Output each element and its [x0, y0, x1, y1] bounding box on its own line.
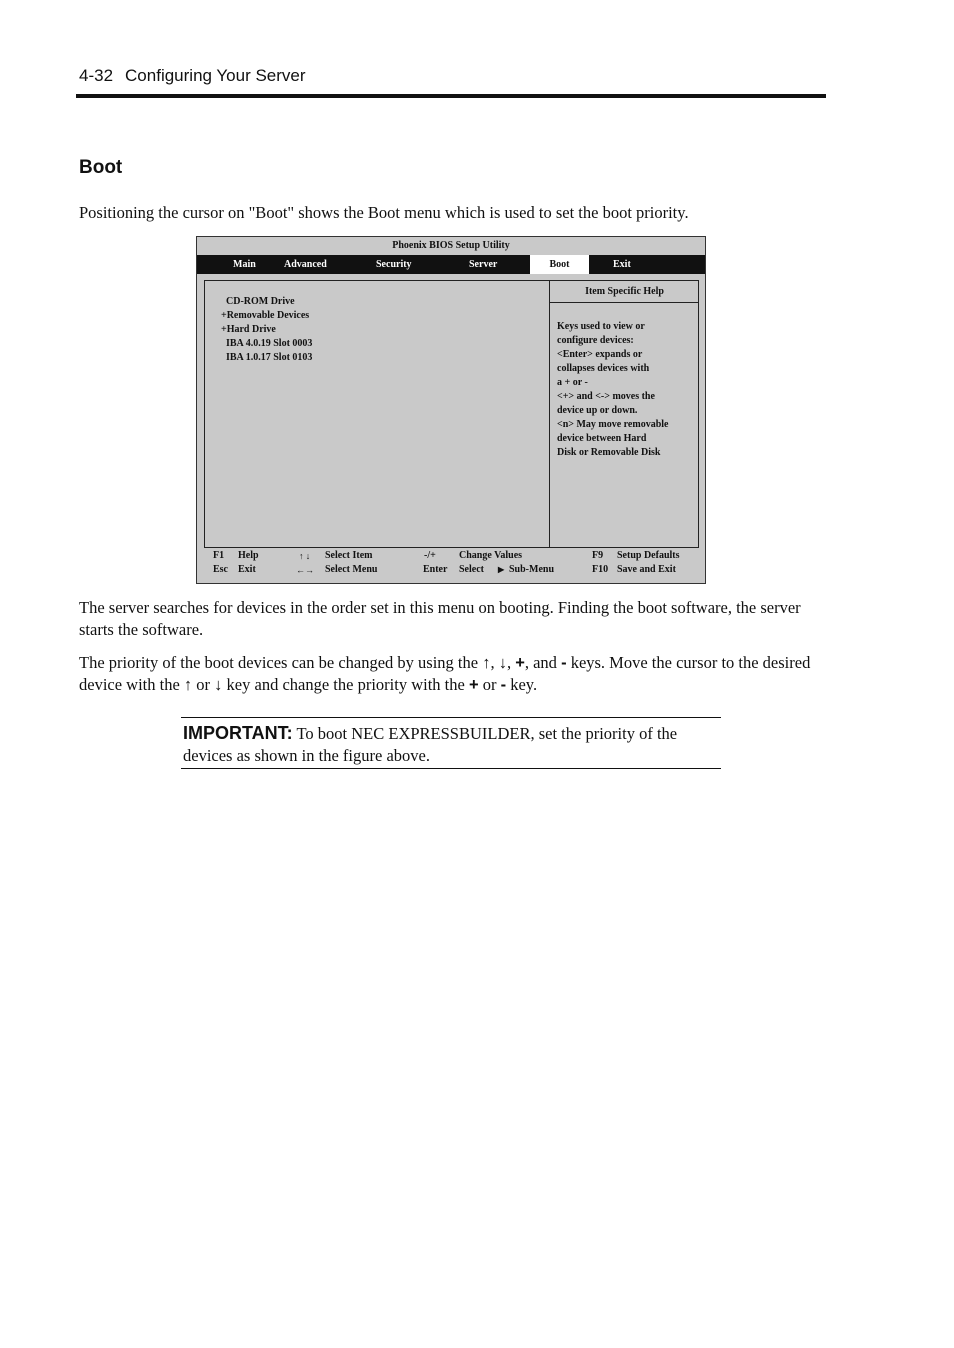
bios-menu-exit[interactable]: Exit [613, 259, 631, 270]
text-span: , [506, 653, 516, 672]
boot-device-item[interactable]: IBA 1.0.17 Slot 0103 [226, 352, 313, 363]
help-line: a + or - [557, 377, 588, 388]
bios-menu-main[interactable]: Main [233, 259, 256, 270]
help-line: configure devices: [557, 335, 634, 346]
bios-menu-security[interactable]: Security [376, 259, 412, 270]
key-f9: F9 [592, 550, 604, 561]
chapter-title: Configuring Your Server [125, 66, 306, 85]
up-arrow-icon: ↑ [482, 654, 491, 672]
key-enter: Enter [423, 564, 448, 575]
text-span: key. [506, 675, 538, 694]
bios-menubar [197, 255, 705, 274]
plus-key: + [468, 676, 479, 694]
boot-device-item[interactable]: CD-ROM Drive [226, 296, 295, 307]
text-span: , [490, 653, 499, 672]
key-f1-label: Help [238, 550, 259, 561]
bios-menu-server[interactable]: Server [469, 259, 498, 270]
text-span: or [192, 675, 215, 694]
help-line: Disk or Removable Disk [557, 447, 661, 458]
text-span: , and [524, 653, 562, 672]
boot-device-item[interactable]: +Removable Devices [221, 310, 310, 321]
help-line: Keys used to view or [557, 321, 645, 332]
help-line: device between Hard [557, 433, 647, 444]
leftright-arrows-icon: ←→ [296, 565, 314, 575]
key-minusplus: -/+ [424, 550, 436, 561]
key-leftright-label: Select Menu [325, 564, 378, 575]
bios-main-panel [204, 280, 699, 548]
key-esc: Esc [213, 564, 228, 575]
key-f9-label: Setup Defaults [617, 550, 680, 561]
header-rule [76, 94, 826, 98]
text-span: keys. Move the cursor to the desired device with the [79, 653, 811, 694]
key-f1: F1 [213, 550, 225, 561]
text-span: or [478, 675, 501, 694]
page-number: 4-32 [79, 66, 114, 85]
boot-device-item[interactable]: +Hard Drive [221, 324, 276, 335]
minus-key: - [500, 676, 507, 694]
section-title: Boot [79, 157, 123, 178]
key-enter-label: Select [459, 564, 484, 575]
search-order-paragraph: The server searches for devices in the order set in this menu on booting. Finding the boot software, the server starts the software. [79, 598, 801, 639]
intro-paragraph: Positioning the cursor on "Boot" shows the Boot menu which is used to set the boot priority. [79, 203, 689, 222]
help-line: <+> and <-> moves the [557, 391, 655, 402]
up-arrow-icon: ↑ [183, 676, 193, 694]
help-text [557, 320, 668, 460]
text-span: key and change the priority with the [222, 675, 469, 694]
key-submenu-label: Sub-Menu [509, 564, 555, 575]
important-text [183, 722, 719, 767]
help-title: Item Specific Help [550, 281, 699, 303]
important-label: IMPORTANT: [183, 723, 293, 743]
key-esc-label: Exit [238, 564, 256, 575]
key-f10-label: Save and Exit [617, 564, 676, 575]
bios-screenshot [196, 236, 706, 584]
important-body: To boot NEC EXPRESSBUILDER, set the priority of the devices as shown in the figure above. [183, 724, 678, 765]
bios-menu-advanced[interactable]: Advanced [284, 259, 327, 270]
plus-key: + [515, 654, 525, 672]
bios-footer [197, 549, 705, 581]
boot-device-list [221, 295, 312, 365]
help-line: <n> May move removable [557, 419, 669, 430]
minus-key: - [561, 654, 567, 672]
key-minusplus-label: Change Values [459, 550, 523, 561]
updown-arrows-icon: ↑ ↓ [299, 551, 311, 561]
priority-paragraph [79, 652, 829, 696]
key-f10: F10 [592, 564, 609, 575]
page-header [79, 66, 306, 86]
down-arrow-icon: ↓ [214, 676, 223, 694]
play-triangle-icon: ▶ [498, 565, 505, 574]
help-column [549, 281, 699, 547]
help-line: <Enter> expands or [557, 349, 643, 360]
key-updown-label: Select Item [325, 550, 373, 561]
bios-title: Phoenix BIOS Setup Utility [392, 240, 510, 251]
bios-menu-boot[interactable]: Boot [530, 255, 589, 274]
text-span: The priority of the boot devices can be changed by using the [79, 653, 483, 672]
down-arrow-icon: ↓ [498, 654, 507, 672]
boot-device-item[interactable]: IBA 4.0.19 Slot 0003 [226, 338, 313, 349]
help-line: device up or down. [557, 405, 638, 416]
important-note [181, 717, 721, 769]
help-line: collapses devices with [557, 363, 650, 374]
